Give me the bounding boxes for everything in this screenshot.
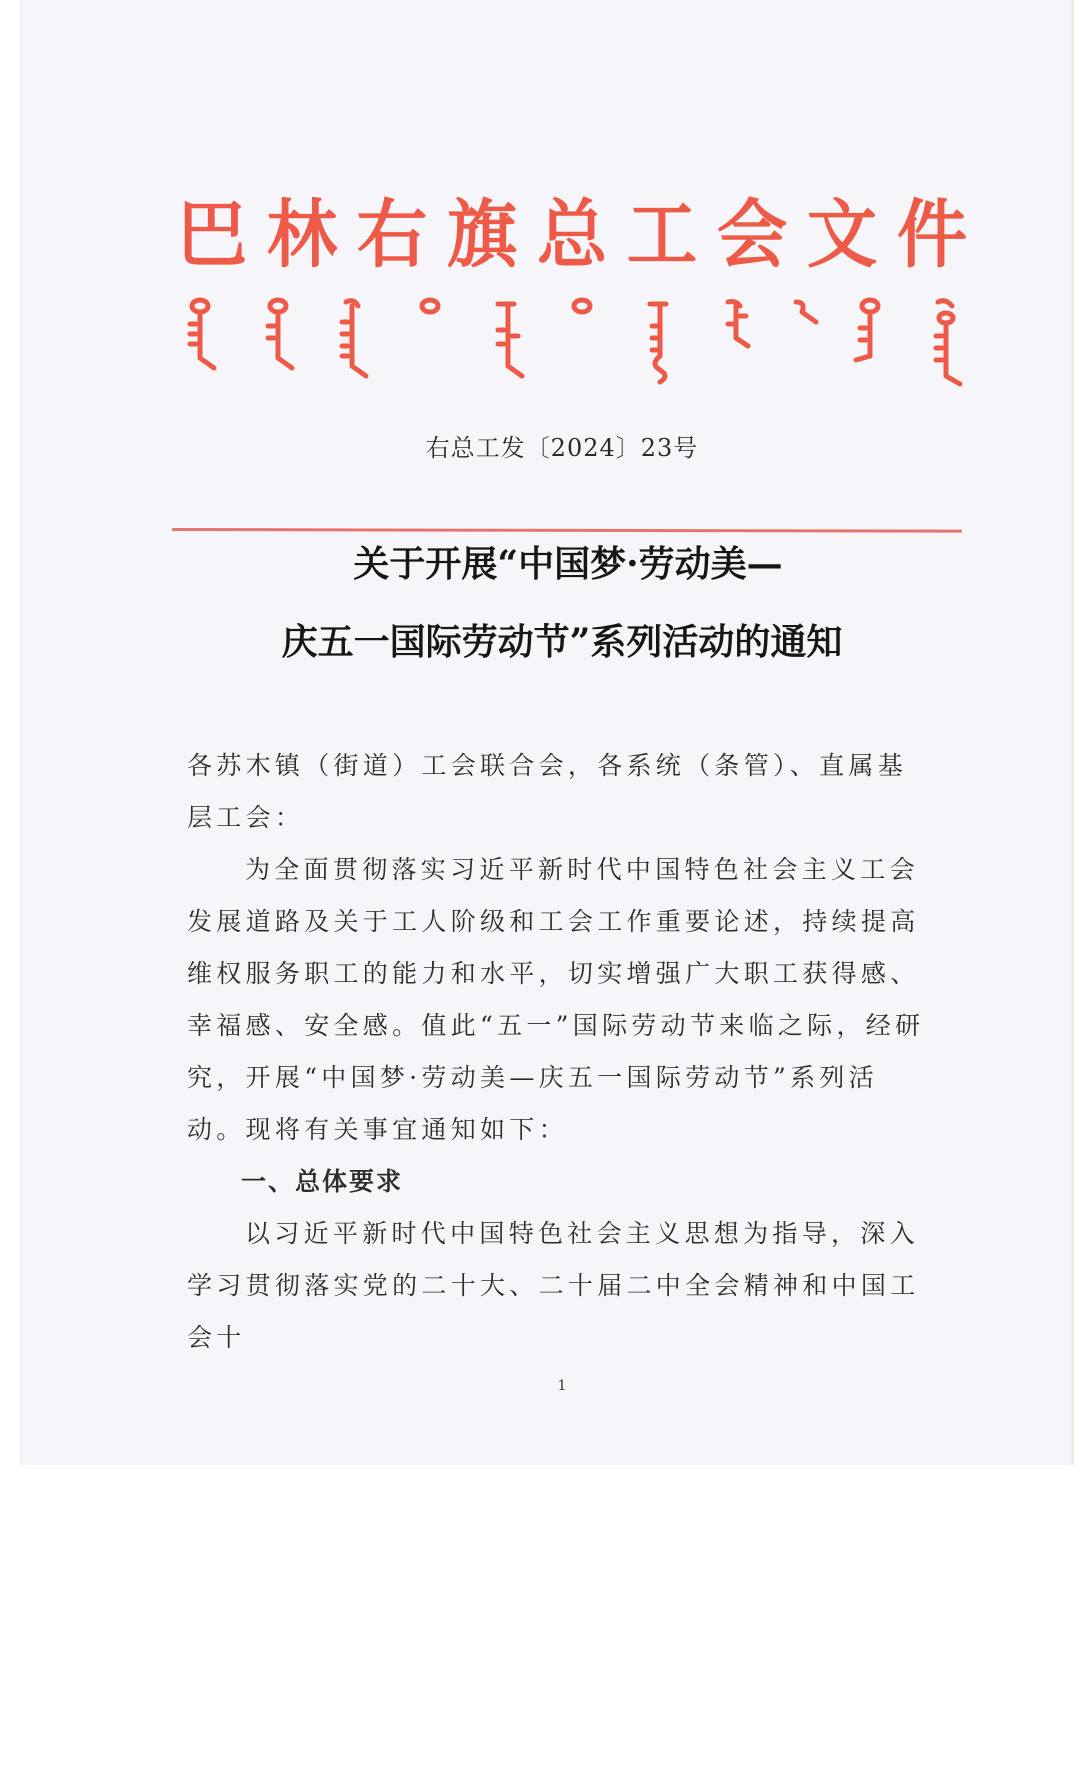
mongolian-word-icon [490, 296, 526, 386]
notice-title-line-1: 关于开展“中国梦·劳动美— [353, 543, 783, 585]
issuer-title [172, 190, 972, 280]
mongolian-word-icon [786, 296, 822, 332]
title-char: 件 [896, 192, 968, 278]
mongolian-word-icon [418, 296, 442, 316]
title-char: 会 [716, 192, 788, 278]
title-char: 右 [356, 192, 428, 278]
section-heading: 一、总体要求 [241, 1167, 404, 1196]
mongolian-word-icon [334, 296, 370, 386]
title-char: 文 [806, 192, 878, 278]
intro-paragraph: 为全面贯彻落实习近平新时代中国特色社会主义工会发展道路及关于工人阶级和工会工作重要论述，持续提高维权服务职工的能力和水平，切实增强广大职工获得感、幸福感、安全感。值此“五一”国际劳动节来临之际，经研究，开展“中国梦·劳动美—庆五一国际劳动节”系列活动。现将有关事宜通知如下： [187, 855, 925, 1144]
red-divider-rule [172, 528, 962, 533]
document-number: 右总工发〔2024〕23号 [425, 434, 699, 462]
mongolian-word-icon [928, 296, 964, 392]
document-body [187, 740, 927, 1364]
title-char: 巴 [176, 192, 248, 278]
title-char: 旗 [446, 192, 518, 278]
title-char: 总 [536, 192, 608, 278]
title-char: 工 [626, 192, 698, 278]
section-paragraph: 以习近平新时代中国特色社会主义思想为指导，深入学习贯彻落实党的二十大、二十届二中全会精神和中国工会十 [187, 1219, 920, 1352]
mongolian-word-icon [718, 296, 754, 356]
mongolian-word-icon [570, 296, 594, 316]
mongolian-word-icon [850, 296, 886, 376]
page-number: 1 [557, 1378, 567, 1394]
mongolian-word-icon [260, 296, 296, 376]
mongolian-word-icon [182, 296, 218, 376]
scanned-page [20, 0, 1074, 1465]
addressee: 各苏木镇（街道）工会联合会，各系统（条管）、直属基层工会： [187, 751, 908, 832]
notice-title-line-2: 庆五一国际劳动节”系列活动的通知 [281, 621, 843, 663]
mongolian-script-line [182, 296, 982, 396]
title-char: 林 [266, 192, 338, 278]
mongolian-word-icon [642, 296, 678, 386]
